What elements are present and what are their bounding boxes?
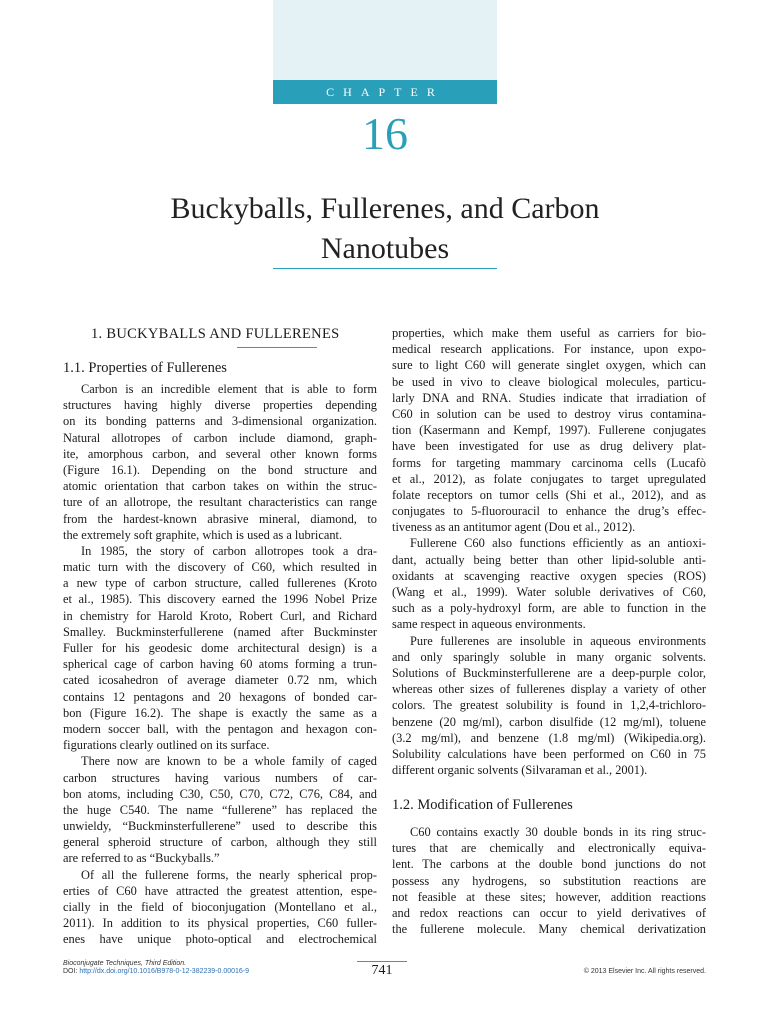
text-line: (Wang et al., 1999). Water soluble derivatives of C60,	[392, 585, 706, 599]
text-line: tures that are chemically and electronically equiva-	[392, 841, 706, 856]
text-line: conjugates to 5-fluorouracil to enhance the drug’s effec-	[392, 504, 706, 519]
subsection-heading-1-2: 1.2. Modification of Fullerenes	[392, 797, 573, 813]
text-line: There now are known to be a whole family of caged	[81, 754, 377, 769]
text-line: bon atoms, including C30, C50, C70, C72, C76, C84, and	[63, 786, 377, 801]
text-line: the fullerene molecule. Many chemical derivatization	[392, 922, 706, 937]
text-line: matic turn with the discovery of C60, which resulted in	[63, 560, 377, 575]
right-column-text	[392, 325, 706, 778]
text-line: ite, amorphous carbon, and several other known forms	[63, 446, 377, 461]
text-line: Fuller for his geodesic dome architectural design) is a	[63, 641, 377, 655]
text-line: (Figure 16.1). Depending on the bond structure and	[63, 462, 377, 477]
page-number: 741	[371, 963, 393, 978]
text-line: are referred to as “Buckyballs.”	[63, 851, 220, 866]
text-line: the huge C540. The name “fullerene” has replaced the	[63, 802, 377, 817]
text-line: Carbon is an incredible element that is able to form	[81, 382, 377, 396]
text-line: dant, actually being better than other lipid-soluble anti-	[392, 552, 706, 567]
section-heading-underline	[237, 347, 317, 348]
text-line: enes have unique photo-optical and electrochemical	[63, 932, 377, 947]
text-line: tiveness as an antitumor agent (Dou et al., 2012).	[392, 520, 636, 535]
text-line: from the hardest-known abrasive mineral, diamond, to	[63, 511, 377, 526]
text-line: on its bonding patterns and 3-dimensional organization.	[63, 414, 377, 429]
text-line: unwieldy, “Buckminsterfullerene” used to describe this	[63, 819, 377, 834]
text-line: Natural allotropes of carbon include diamond, graph-	[63, 430, 377, 445]
text-line: general spheroid structure of carbon, although they still	[63, 835, 377, 850]
text-line: such as a poly-hydroxyl form, are able to function in the	[392, 601, 706, 616]
text-line: Smalley. Buckminsterfullerene (named after Buckminster	[63, 624, 377, 639]
text-line: sure to light C60 will generate singlet oxygen, which can	[392, 358, 706, 373]
text-line: Solubility calculations have been performed on C60 in 75	[392, 746, 706, 761]
doi-link[interactable]: http://dx.doi.org/10.1016/B978-0-12-382239-0.00016-9	[79, 968, 250, 975]
text-line: different organic solvents (Silvaraman et al., 2001).	[392, 763, 648, 778]
text-line: properties, which make them useful as carriers for bio-	[392, 326, 706, 340]
text-line: ture of an allotrope, the resultant characteristics can range	[63, 495, 377, 510]
text-line: C60 contains exactly 30 double bonds in its ring struc-	[410, 825, 706, 839]
chapter-number: 16	[362, 108, 408, 159]
text-line: and redox reactions can occur to yield derivatives of	[392, 905, 706, 920]
text-line: C60 in solution can be used to destroy virus contamina-	[392, 406, 706, 421]
text-line: folate receptors on tumor cells (Shi et al., 2012), and as	[392, 487, 706, 502]
text-line: In 1985, the story of carbon allotropes took a dra-	[81, 543, 377, 558]
chapter-title-line-1: Buckyballs, Fullerenes, and Carbon	[170, 192, 600, 225]
text-line: have been investigated for use as drug delivery plat-	[392, 439, 706, 454]
footer-book-title: Bioconjugate Techniques, Third Edition.	[63, 960, 187, 967]
text-line: contains 12 pentagons and 20 hexagons of bonded car-	[63, 689, 377, 704]
text-line: lent. The carbons at the double bond junctions do not	[392, 857, 706, 872]
text-line: oxidants at scavenging reactive oxygen species (ROS)	[392, 568, 706, 583]
right-column-text-continued	[392, 824, 706, 937]
text-line: et al., 2012), as folate conjugates to target upregulated	[392, 471, 706, 486]
text-line: et al., 1985). This discovery earned the 1996 Nobel Prize	[63, 592, 377, 607]
text-line: atomic orientation that carbon takes on within the struc-	[63, 479, 377, 494]
chapter-title-line-2: Nanotubes	[320, 232, 450, 265]
text-line: benzene (20 mg/ml), carbon disulfide (12 mg/ml), toluene	[392, 714, 706, 729]
text-line: Pure fullerenes are insoluble in aqueous environments	[410, 633, 706, 648]
text-line: in chemistry for Harold Kroto, Robert Curl, and Richard	[63, 608, 377, 623]
text-line: whereas other sizes of fullerenes display a variety of other	[392, 682, 706, 697]
subsection-heading-1-1: 1.1. Properties of Fullerenes	[63, 360, 227, 376]
section-heading-1: 1. BUCKYBALLS AND FULLERENES	[91, 326, 340, 342]
footer-copyright: © 2013 Elsevier Inc. All rights reserved.	[583, 968, 706, 975]
page-number-rule	[357, 961, 407, 962]
doi-prefix: DOI:	[63, 968, 80, 975]
text-line: a new type of carbon structure, called fullerenes (Kroto	[63, 576, 377, 591]
text-line: and only sparingly soluble in many organic solvents.	[392, 649, 706, 664]
text-line: medical research applications. For instance, upon expo-	[392, 342, 706, 357]
text-line: figurations clearly outlined on its surface.	[63, 738, 270, 753]
chapter-header-block	[273, 0, 497, 80]
chapter-title	[100, 189, 670, 269]
text-line: Fullerene C60 also functions efficiently as an antioxi-	[410, 536, 706, 551]
text-line: (3.2 mg/ml), and benzene (1.8 mg/ml) (Wikipedia.org).	[392, 730, 706, 745]
text-line: cated icosahedron of average diameter 0.72 nm, which	[63, 673, 377, 688]
text-line: modern soccer ball, with the pentagon and hexagon con-	[63, 721, 377, 736]
text-line: carbon structures having various numbers of car-	[63, 770, 377, 785]
text-line: forms for targeting mammary carcinoma cells (Lucafò	[392, 455, 706, 470]
text-line: cially in the field of bioconjugation (Montellano et al.,	[63, 900, 377, 914]
text-line: the extremely soft graphite, which is used as a lubricant.	[63, 527, 343, 542]
text-line: 2011). In addition to its physical properties, C60 fuller-	[63, 916, 377, 931]
text-line: erties of C60 have attracted the greatest attention, espe-	[63, 883, 377, 898]
text-line: same respect in aqueous environments.	[392, 617, 586, 632]
text-line: tion (Kasermann and Kempf, 1997). Fullerene conjugates	[392, 423, 706, 438]
left-column-text	[63, 381, 377, 948]
text-line: be used in vivo to cleave biological molecules, particu-	[392, 374, 706, 389]
text-line: possess any hydrogens, so substitution reactions are	[392, 873, 706, 888]
title-divider	[273, 268, 497, 269]
text-line: Solutions of Buckminsterfullerene are a deep-purple color,	[392, 665, 706, 680]
text-line: bon (Figure 16.2). The shape is exactly the same as a	[63, 705, 377, 720]
text-line: not feasible at these sites; however, addition reactions	[392, 889, 706, 904]
text-line: spherical cage of carbon having 60 atoms forming a trun-	[63, 657, 377, 672]
text-line: structures having highly diverse properties depending	[63, 398, 377, 413]
chapter-label: CHAPTER	[273, 80, 497, 104]
text-line: colors. The greatest solubility is found in 1,2,4-trichloro-	[392, 698, 706, 713]
text-line: larly DNA and RNA. Studies indicate that irradiation of	[392, 390, 706, 405]
footer-doi	[63, 968, 249, 975]
text-line: Of all the fullerene forms, the nearly spherical prop-	[81, 867, 377, 882]
